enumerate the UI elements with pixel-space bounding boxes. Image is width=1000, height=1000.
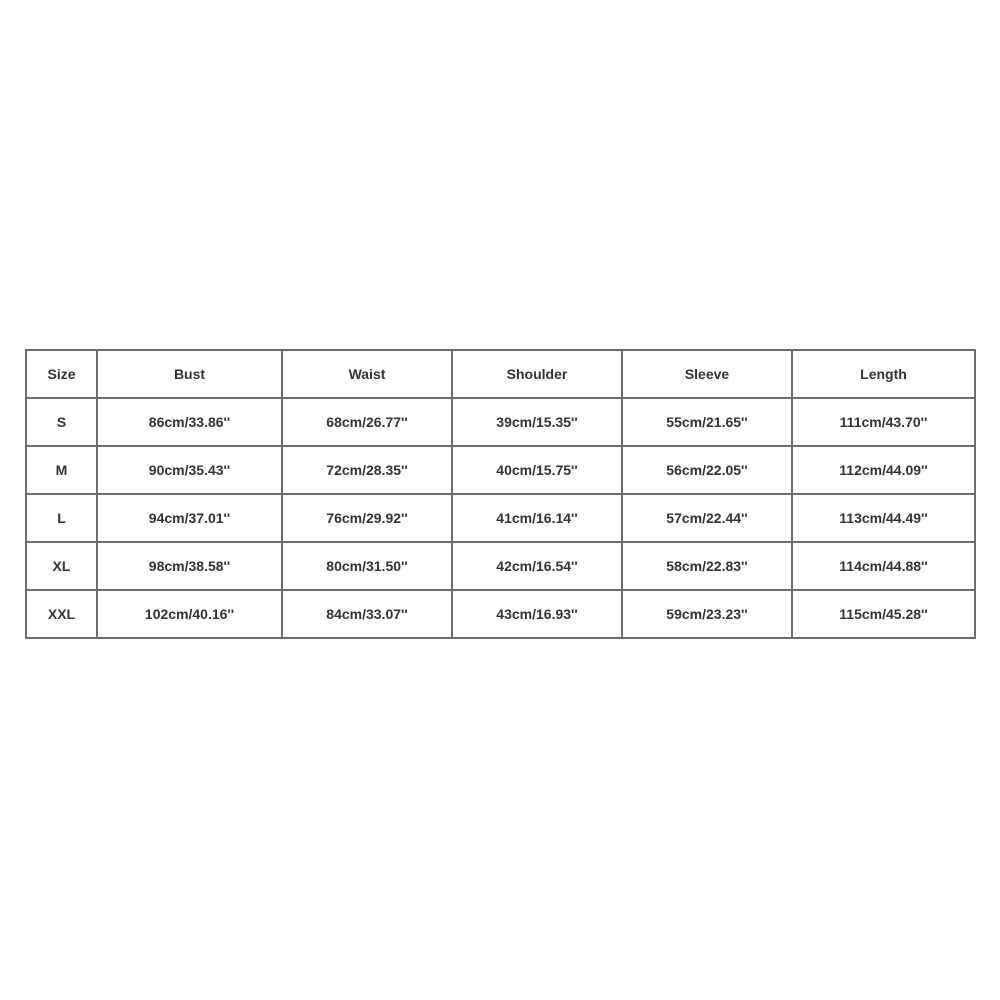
cell-length: 114cm/44.88'' (792, 542, 975, 590)
cell-shoulder: 41cm/16.14'' (452, 494, 622, 542)
cell-bust: 86cm/33.86'' (97, 398, 282, 446)
cell-sleeve: 57cm/22.44'' (622, 494, 792, 542)
cell-shoulder: 40cm/15.75'' (452, 446, 622, 494)
header-sleeve: Sleeve (622, 350, 792, 398)
cell-shoulder: 42cm/16.54'' (452, 542, 622, 590)
table-row (26, 494, 975, 542)
cell-length: 112cm/44.09'' (792, 446, 975, 494)
table-row (26, 590, 975, 638)
cell-size: L (26, 494, 97, 542)
cell-waist: 76cm/29.92'' (282, 494, 452, 542)
cell-length: 115cm/45.28'' (792, 590, 975, 638)
cell-waist: 68cm/26.77'' (282, 398, 452, 446)
cell-sleeve: 55cm/21.65'' (622, 398, 792, 446)
header-row (26, 350, 975, 398)
cell-bust: 94cm/37.01'' (97, 494, 282, 542)
header-shoulder: Shoulder (452, 350, 622, 398)
cell-bust: 90cm/35.43'' (97, 446, 282, 494)
header-waist: Waist (282, 350, 452, 398)
header-bust: Bust (97, 350, 282, 398)
header-size: Size (26, 350, 97, 398)
table-row (26, 446, 975, 494)
cell-sleeve: 58cm/22.83'' (622, 542, 792, 590)
cell-waist: 84cm/33.07'' (282, 590, 452, 638)
cell-sleeve: 56cm/22.05'' (622, 446, 792, 494)
cell-size: XXL (26, 590, 97, 638)
cell-waist: 80cm/31.50'' (282, 542, 452, 590)
cell-sleeve: 59cm/23.23'' (622, 590, 792, 638)
cell-length: 113cm/44.49'' (792, 494, 975, 542)
cell-waist: 72cm/28.35'' (282, 446, 452, 494)
cell-shoulder: 43cm/16.93'' (452, 590, 622, 638)
size-chart-table (25, 349, 976, 639)
cell-bust: 102cm/40.16'' (97, 590, 282, 638)
cell-bust: 98cm/38.58'' (97, 542, 282, 590)
cell-shoulder: 39cm/15.35'' (452, 398, 622, 446)
table-row (26, 542, 975, 590)
header-length: Length (792, 350, 975, 398)
cell-size: XL (26, 542, 97, 590)
table-row (26, 398, 975, 446)
cell-size: S (26, 398, 97, 446)
size-chart (25, 349, 974, 639)
cell-size: M (26, 446, 97, 494)
cell-length: 111cm/43.70'' (792, 398, 975, 446)
